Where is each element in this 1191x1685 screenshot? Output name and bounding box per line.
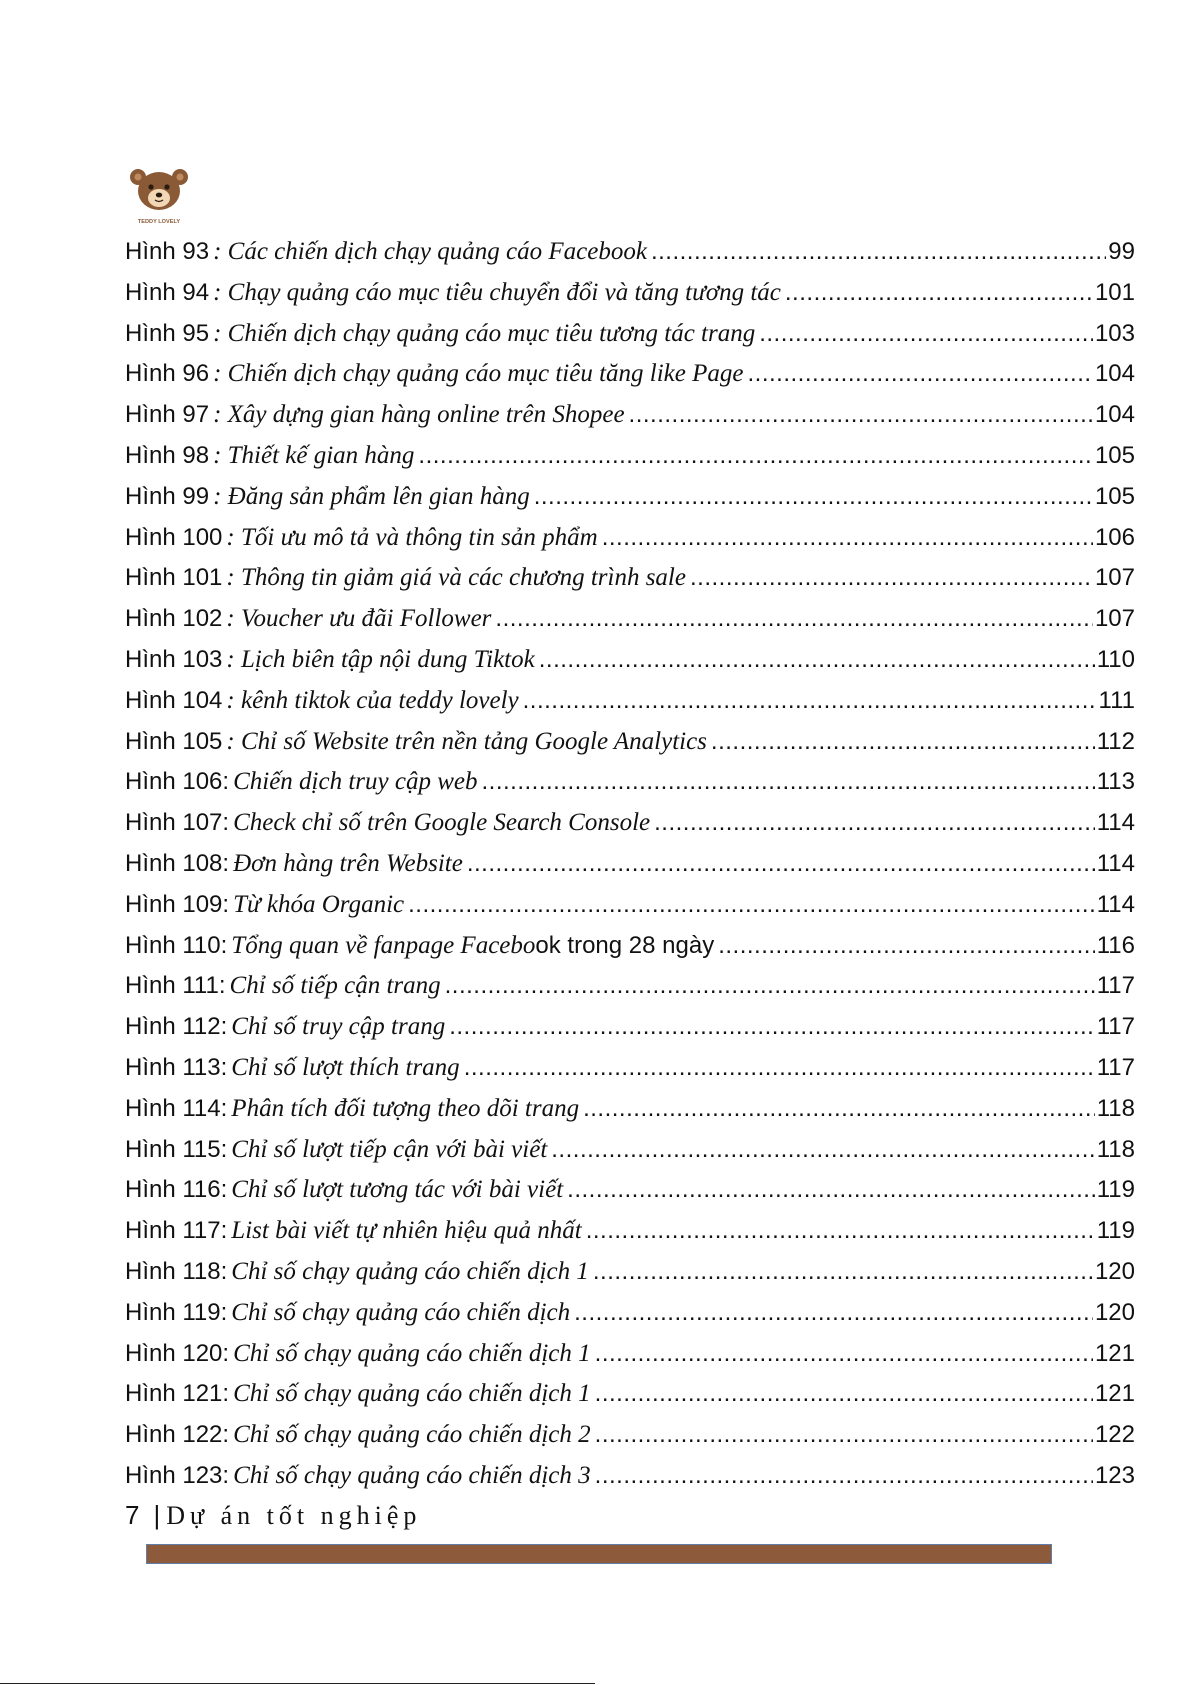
dot-leader	[539, 640, 1095, 681]
entry-page-number: 117	[1096, 1053, 1135, 1081]
entry-title: : Đăng sản phẩm lên gian hàng	[213, 482, 530, 510]
toc-entry[interactable]	[125, 477, 1135, 518]
dot-leader	[690, 558, 1093, 599]
toc-entry[interactable]	[125, 681, 1135, 722]
entry-label: Hình 110:	[125, 931, 228, 959]
dot-leader	[467, 844, 1095, 885]
entry-page-number: 99	[1108, 238, 1135, 265]
dot-leader	[654, 803, 1095, 844]
entry-title: Đơn hàng trên Website	[233, 849, 463, 877]
footer-page-number: 7	[125, 1500, 140, 1530]
entry-title: Check chỉ số trên Google Search Console	[233, 809, 651, 837]
entry-label: Hình 104	[125, 686, 223, 714]
toc-entry[interactable]	[125, 518, 1135, 559]
entry-title: Chỉ số chạy quảng cáo chiến dịch 1	[233, 1339, 591, 1367]
dot-leader	[595, 1415, 1093, 1456]
footer-bar	[146, 1544, 1052, 1564]
entry-title: : Tối ưu mô tả và thông tin sản phẩm	[226, 523, 598, 551]
toc-entry[interactable]	[125, 599, 1135, 640]
entry-label: Hình 96	[125, 360, 210, 388]
entry-page-number: 121	[1094, 1380, 1135, 1408]
teddy-lovely-logo	[128, 168, 190, 226]
entry-label: Hình 113:	[125, 1053, 228, 1081]
dot-leader	[418, 436, 1093, 477]
toc-entry[interactable]	[125, 762, 1135, 803]
toc-entry[interactable]	[125, 1089, 1135, 1130]
entry-label: Hình 97	[125, 401, 210, 429]
entry-page-number: 117	[1096, 972, 1135, 1000]
page-bottom-rule	[0, 1683, 595, 1684]
toc-entry[interactable]	[125, 1048, 1135, 1089]
entry-label: Hình 122:	[125, 1421, 230, 1449]
toc-entry[interactable]	[125, 885, 1135, 926]
entry-page-number: 114	[1096, 849, 1135, 877]
dot-leader	[449, 1007, 1095, 1048]
entry-label: Hình 111:	[125, 972, 226, 1000]
entry-title: Chỉ số chạy quảng cáo chiến dịch	[231, 1298, 571, 1326]
entry-title: : Xây dựng gian hàng online trên Shopee	[213, 401, 625, 429]
footer-separator: |	[153, 1500, 161, 1530]
toc-entry[interactable]	[125, 354, 1135, 395]
table-of-figures	[125, 232, 1135, 1497]
entry-page-number: 117	[1096, 1013, 1135, 1041]
entry-label: Hình 112:	[125, 1013, 228, 1041]
entry-label: Hình 107:	[125, 809, 230, 837]
entry-title: : Các chiến dịch chạy quảng cáo Facebook	[213, 238, 647, 265]
entry-title: : Voucher ưu đãi Follower	[226, 605, 492, 633]
dot-leader	[747, 354, 1092, 395]
entry-label: Hình 114:	[125, 1094, 228, 1122]
entry-page-number: 111	[1098, 686, 1135, 714]
entry-page-number: 105	[1094, 482, 1135, 510]
entry-title: Chỉ số chạy quảng cáo chiến dịch 2	[233, 1421, 591, 1449]
dot-leader	[711, 722, 1095, 763]
entry-title: Phân tích đối tượng theo dõi trang	[231, 1094, 580, 1122]
entry-label: Hình 93	[125, 238, 210, 265]
toc-entry[interactable]	[125, 966, 1135, 1007]
dot-leader	[595, 1456, 1093, 1497]
entry-label: Hình 121:	[125, 1380, 230, 1408]
entry-title: Tổng quan về fanpage Facebo	[231, 931, 536, 959]
toc-entry[interactable]	[125, 232, 1135, 273]
toc-entry[interactable]	[125, 844, 1135, 885]
entry-page-number: 118	[1096, 1135, 1135, 1163]
toc-entry[interactable]	[125, 1334, 1135, 1375]
entry-page-number: 116	[1096, 931, 1135, 959]
dot-leader	[567, 1170, 1095, 1211]
entry-title: : Chỉ số Website trên nền tảng Google Analytics	[226, 727, 707, 755]
entry-label: Hình 117:	[125, 1217, 228, 1245]
entry-title: Chỉ số lượt tiếp cận với bài viết	[231, 1135, 548, 1163]
entry-title: : Lịch biên tập nội dung Tiktok	[226, 645, 535, 673]
toc-entry[interactable]	[125, 436, 1135, 477]
entry-title: : Thiết kế gian hàng	[213, 441, 415, 469]
toc-entry[interactable]	[125, 1415, 1135, 1456]
dot-leader	[481, 762, 1094, 803]
dot-leader	[629, 395, 1093, 436]
entry-title: : kênh tiktok của teddy lovely	[226, 686, 519, 714]
entry-title: Chỉ số chạy quảng cáo chiến dịch 3	[233, 1461, 591, 1489]
entry-label: Hình 99	[125, 482, 210, 510]
footer-title: Dự án tốt nghiệp	[166, 1501, 422, 1530]
entry-title: Chỉ số lượt thích trang	[231, 1053, 460, 1081]
dot-leader	[593, 1252, 1093, 1293]
entry-title: List bài viết tự nhiên hiệu quả nhất	[231, 1217, 582, 1245]
toc-entry[interactable]	[125, 926, 1135, 967]
entry-page-number: 122	[1094, 1421, 1135, 1449]
toc-entry[interactable]	[125, 1374, 1135, 1415]
toc-entry[interactable]	[125, 640, 1135, 681]
entry-title: Chỉ số truy cập trang	[231, 1013, 446, 1041]
logo-text: TEDDY LOVELY	[137, 219, 181, 225]
entry-label: Hình 116:	[125, 1176, 228, 1204]
entry-page-number: 114	[1096, 890, 1135, 918]
entry-title: Chỉ số chạy quảng cáo chiến dịch 1	[233, 1380, 591, 1408]
toc-entry[interactable]	[125, 803, 1135, 844]
toc-entry[interactable]	[125, 1130, 1135, 1171]
entry-page-number: 101	[1094, 278, 1135, 306]
entry-page-number: 121	[1094, 1339, 1135, 1367]
dot-leader	[651, 232, 1106, 273]
entry-page-number: 112	[1096, 727, 1135, 755]
dot-leader	[759, 314, 1093, 355]
toc-entry[interactable]	[125, 558, 1135, 599]
entry-page-number: 110	[1096, 645, 1135, 673]
entry-page-number: 107	[1094, 605, 1135, 633]
dot-leader	[583, 1089, 1095, 1130]
entry-page-number: 119	[1096, 1176, 1135, 1204]
entry-label: Hình 115:	[125, 1135, 228, 1163]
dot-leader	[534, 477, 1093, 518]
entry-page-number: 104	[1094, 401, 1135, 429]
entry-title: Chỉ số tiếp cận trang	[229, 972, 441, 1000]
toc-entry[interactable]	[125, 722, 1135, 763]
entry-page-number: 103	[1094, 319, 1135, 347]
dot-leader	[595, 1334, 1093, 1375]
toc-entry[interactable]	[125, 314, 1135, 355]
toc-entry[interactable]	[125, 1007, 1135, 1048]
entry-label: Hình 95	[125, 319, 210, 347]
toc-entry[interactable]	[125, 1211, 1135, 1252]
dot-leader	[464, 1048, 1095, 1089]
entry-page-number: 120	[1094, 1298, 1135, 1326]
entry-page-number: 114	[1096, 809, 1135, 837]
entry-label: Hình 119:	[125, 1298, 228, 1326]
entry-label: Hình 106:	[125, 768, 230, 796]
entry-title-suffix: ok trong 28 ngày	[535, 931, 715, 959]
entry-page-number: 119	[1096, 1217, 1135, 1245]
entry-title: Chiến dịch truy cập web	[233, 768, 478, 796]
entry-page-number: 106	[1094, 523, 1135, 551]
entry-label: Hình 100	[125, 523, 223, 551]
entry-page-number: 104	[1094, 360, 1135, 388]
entry-page-number: 105	[1094, 441, 1135, 469]
page-footer	[125, 1500, 421, 1531]
entry-page-number: 107	[1094, 564, 1135, 592]
toc-entry[interactable]	[125, 1293, 1135, 1334]
entry-title: : Chiến dịch chạy quảng cáo mục tiêu tăng like Page	[213, 360, 744, 388]
toc-entry[interactable]	[125, 1252, 1135, 1293]
dot-leader	[574, 1293, 1093, 1334]
dot-leader	[586, 1211, 1095, 1252]
entry-title: : Chạy quảng cáo mục tiêu chuyển đổi và tăng tương tác	[213, 278, 781, 306]
entry-title: Chỉ số lượt tương tác với bài viết	[231, 1176, 564, 1204]
dot-leader	[551, 1130, 1094, 1171]
entry-label: Hình 118:	[125, 1257, 228, 1285]
entry-title: : Chiến dịch chạy quảng cáo mục tiêu tương tác trang	[213, 319, 756, 347]
entry-label: Hình 94	[125, 278, 210, 306]
toc-entry[interactable]	[125, 273, 1135, 314]
dot-leader	[495, 599, 1093, 640]
entry-title: Chỉ số chạy quảng cáo chiến dịch 1	[231, 1257, 589, 1285]
entry-label: Hình 105	[125, 727, 223, 755]
toc-entry[interactable]	[125, 1170, 1135, 1211]
entry-label: Hình 108:	[125, 849, 230, 877]
entry-label: Hình 123:	[125, 1461, 230, 1489]
dot-leader	[718, 926, 1095, 967]
dot-leader	[785, 273, 1093, 314]
entry-label: Hình 120:	[125, 1339, 230, 1367]
entry-label: Hình 103	[125, 645, 223, 673]
entry-page-number: 118	[1096, 1094, 1135, 1122]
toc-entry[interactable]	[125, 1456, 1135, 1497]
dot-leader	[602, 518, 1093, 559]
dot-leader	[523, 681, 1097, 722]
entry-page-number: 123	[1094, 1461, 1135, 1489]
entry-label: Hình 109:	[125, 890, 230, 918]
entry-title: : Thông tin giảm giá và các chương trình sale	[226, 564, 686, 592]
entry-label: Hình 98	[125, 441, 210, 469]
dot-leader	[445, 966, 1095, 1007]
entry-label: Hình 102	[125, 605, 223, 633]
entry-page-number: 113	[1096, 768, 1135, 796]
entry-page-number: 120	[1094, 1257, 1135, 1285]
toc-entry[interactable]	[125, 395, 1135, 436]
entry-label: Hình 101	[125, 564, 223, 592]
dot-leader	[408, 885, 1095, 926]
entry-title: Từ khóa Organic	[233, 890, 405, 918]
dot-leader	[595, 1374, 1093, 1415]
